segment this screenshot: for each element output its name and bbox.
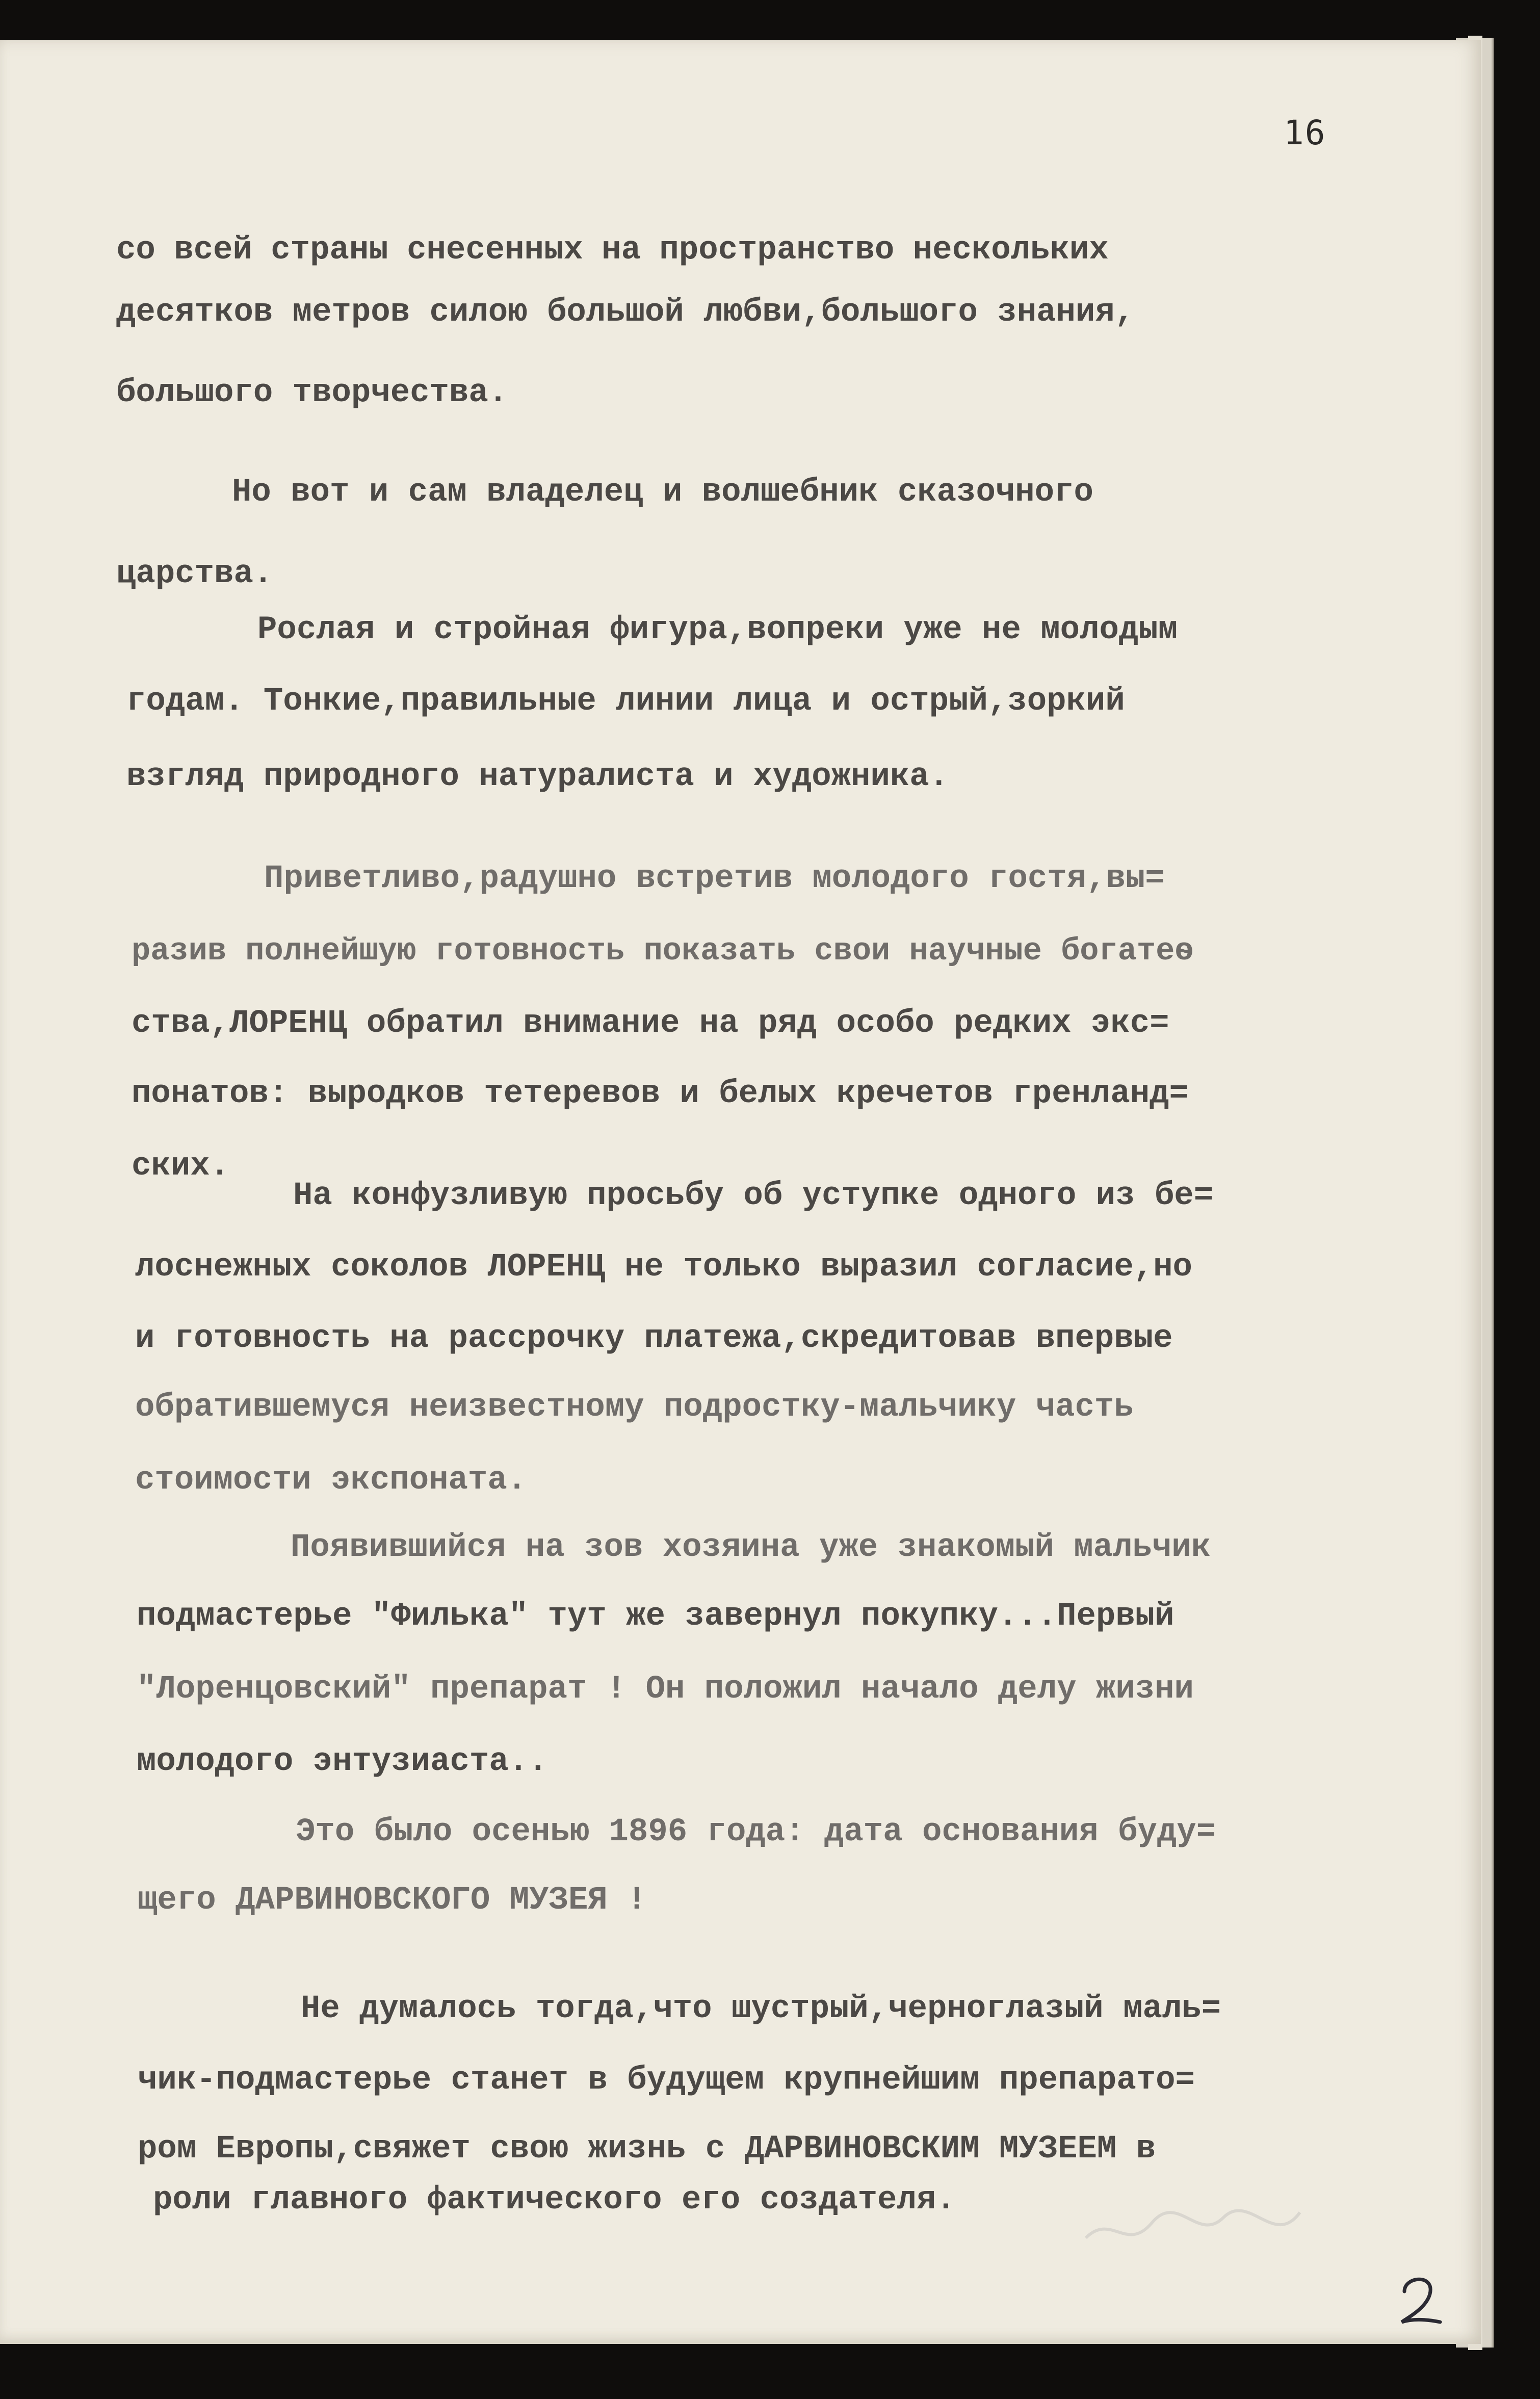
handwritten-mark: [1394, 2271, 1445, 2327]
text-line-5: царства.: [116, 556, 273, 592]
text-line-15: лоснежных соколов ЛОРЕНЦ не только выразил согласие,но: [135, 1249, 1192, 1286]
text-line-1: со всей страны снесенных на пространство нескольких: [116, 232, 1109, 269]
text-line-3: большого творчества.: [116, 375, 508, 411]
text-line-6: Рослая и стройная фигура,вопреки уже не молодым: [257, 612, 1178, 648]
text-line-11: ства,ЛОРЕНЦ обратил внимание на ряд особо редких экс=: [132, 1005, 1169, 1042]
text-line-23: Это было осенью 1896 года: дата основания буду=: [296, 1814, 1216, 1850]
text-line-8: взгляд природного натуралиста и художника.: [126, 759, 949, 795]
text-line-26: чик-подмастерье станет в будущем крупнейшим препарато=: [138, 2062, 1195, 2099]
faded-pencil-mark: [1081, 2192, 1305, 2258]
text-line-18: стоимости экспоната.: [135, 1462, 527, 1499]
text-line-9: Приветливо,радушно встретив молодого гостя,вы=: [264, 860, 1165, 897]
text-line-2: десятков метров силою большой любви,большого знания,: [116, 294, 1135, 331]
text-line-13: ских.: [132, 1148, 230, 1185]
text-line-28: роли главного фактического его создателя.: [153, 2182, 956, 2219]
text-line-19: Появившийся на зов хозяина уже знакомый мальчик: [291, 1529, 1211, 1566]
text-line-24: щего ДАРВИНОВСКОГО МУЗЕЯ !: [138, 1882, 647, 1919]
text-line-17: обратившемуся неизвестному подростку-мальчику часть: [135, 1389, 1134, 1426]
page-number: 16: [1284, 113, 1326, 152]
text-line-21: "Лоренцовский" препарат ! Он положил начало делу жизни: [137, 1671, 1194, 1708]
text-line-16: и готовность на рассрочку платежа,скредитовав впервые: [135, 1320, 1173, 1357]
text-line-4: Но вот и сам владелец и волшебник сказочного: [232, 474, 1093, 511]
text-line-14: На конфузливую просьбу об уступке одного из бе=: [293, 1178, 1214, 1214]
text-line-10: разив полнейшую готовность показать свои научные богатеѳ: [132, 933, 1194, 969]
text-line-22: молодого энтузиаста..: [137, 1743, 548, 1780]
text-line-20: подмастерье "Филька" тут же завернул покупку...Первый: [137, 1598, 1174, 1635]
text-line-7: годам. Тонкие,правильные линии лица и острый,зоркий: [126, 683, 1125, 720]
text-line-25: Не думалось тогда,что шустрый,черноглазый маль=: [301, 1991, 1221, 2027]
text-line-27: ром Европы,свяжет свою жизнь с ДАРВИНОВСКИМ МУЗЕЕМ в: [138, 2131, 1156, 2168]
text-line-12: понатов: выродков тетеревов и белых кречетов гренланд=: [132, 1076, 1189, 1112]
